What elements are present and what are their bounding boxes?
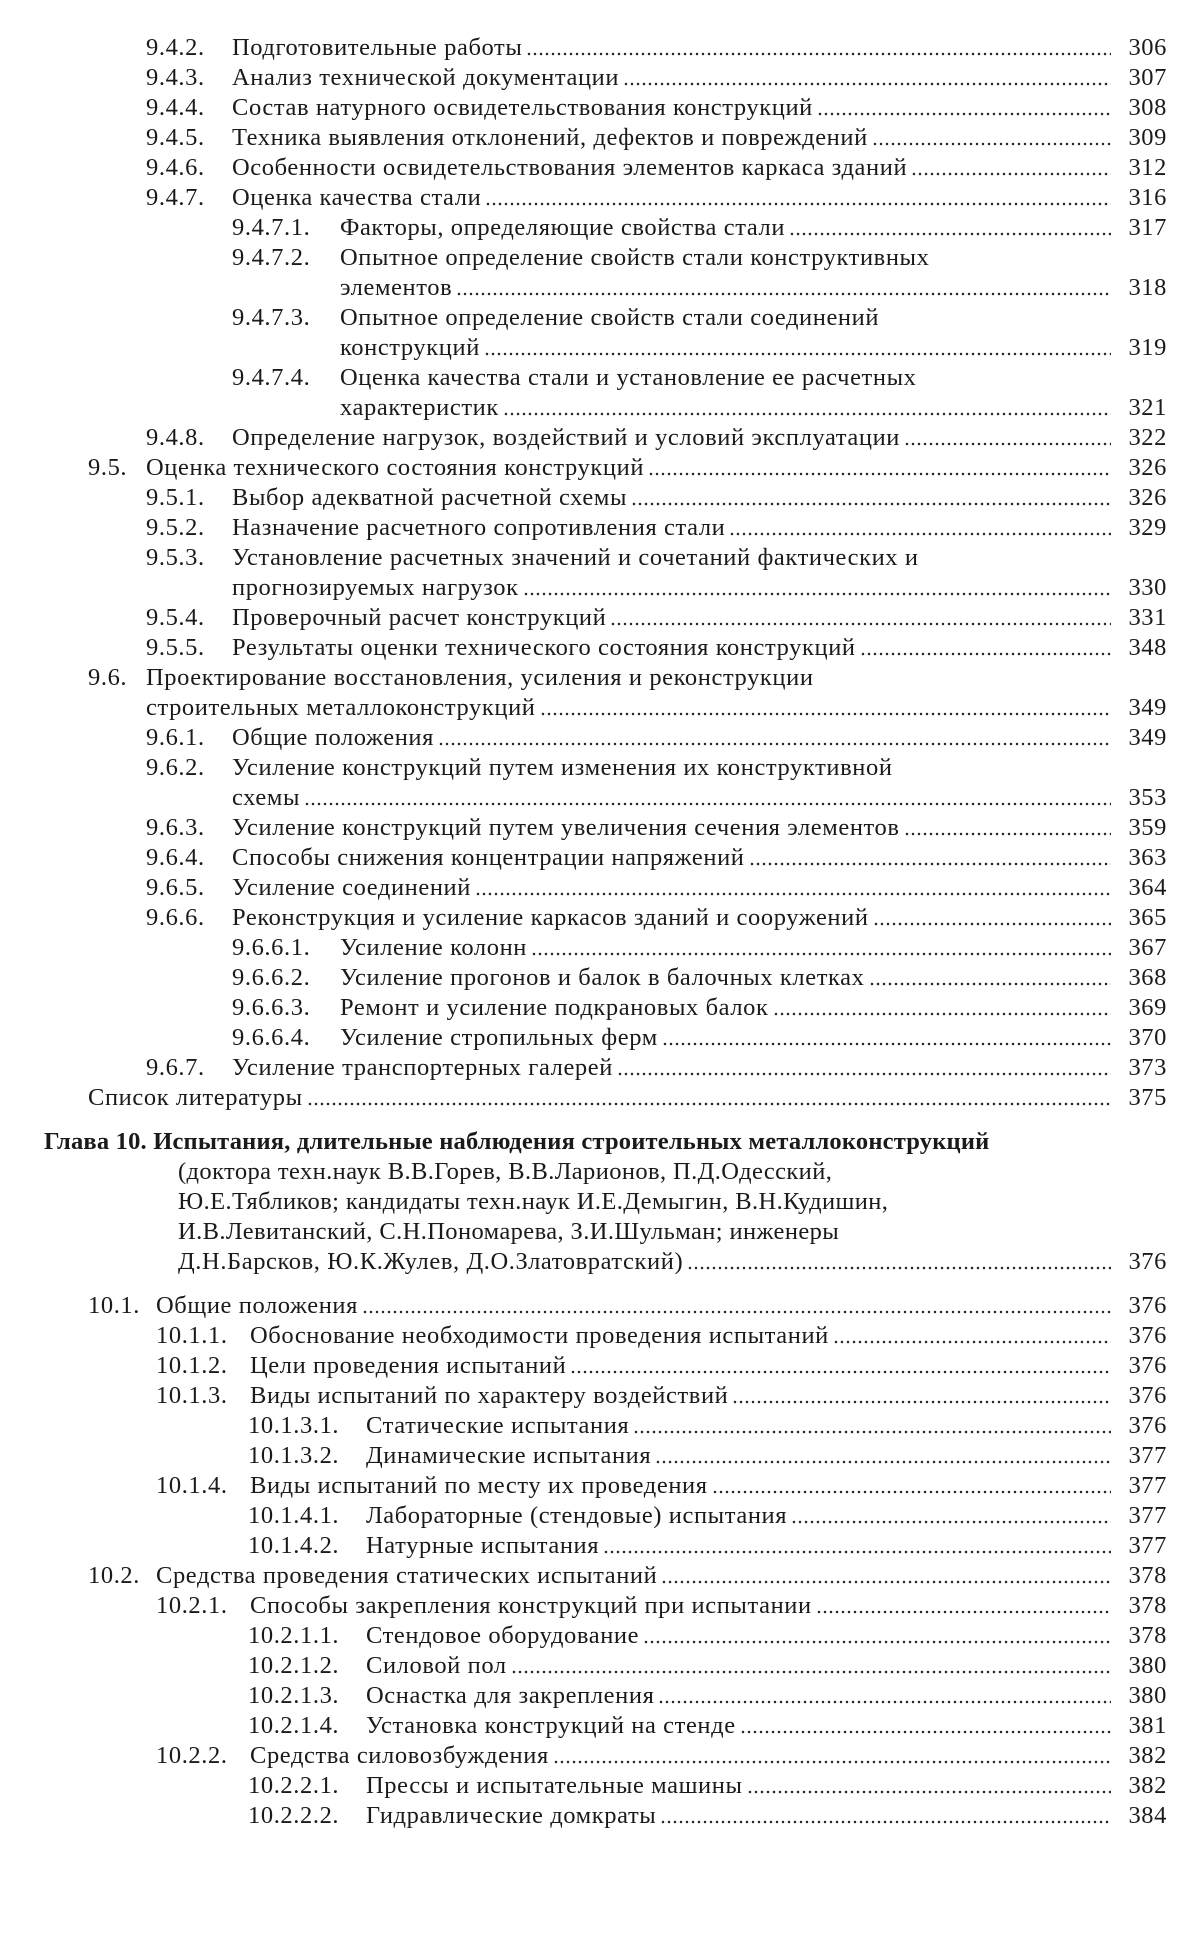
page-number: 319 — [1128, 334, 1167, 361]
chapter-10-heading — [44, 1127, 1167, 1157]
chapter-authors-line-4 — [178, 1247, 1167, 1277]
entry-number: 9.4.7.1. — [232, 214, 311, 241]
dot-leader — [904, 813, 1111, 843]
entry-title: Оценка качества стали и установление ее расчетных — [340, 364, 917, 391]
entry-number: 9.6.1. — [146, 724, 205, 751]
page-number: 331 — [1128, 604, 1167, 631]
toc-entry — [248, 1501, 1167, 1531]
entry-title: Усиление конструкций путем увеличения сечения элементов — [232, 814, 900, 841]
page-number: 316 — [1128, 184, 1167, 211]
toc-entry — [88, 1291, 1167, 1321]
dot-leader — [904, 423, 1111, 453]
toc-entry — [248, 1411, 1167, 1441]
dot-leader — [873, 903, 1111, 933]
entry-title: Средства проведения статических испытаний — [156, 1562, 658, 1589]
page-number: 353 — [1128, 784, 1167, 811]
entry-number: 9.5.5. — [146, 634, 205, 661]
entry-title: Усиление транспортерных галерей — [232, 1054, 613, 1081]
authors-text: Д.Н.Барсков, Ю.К.Жулев, Д.О.Златовратский) — [178, 1248, 684, 1275]
page-number: 349 — [1128, 724, 1167, 751]
entry-title: Назначение расчетного сопротивления стали — [232, 514, 726, 541]
page-number: 378 — [1128, 1562, 1167, 1589]
toc-entry — [232, 963, 1167, 993]
dot-leader — [817, 93, 1111, 123]
entry-number: 10.1.2. — [156, 1352, 228, 1379]
page-number: 377 — [1128, 1472, 1167, 1499]
page-number: 321 — [1128, 394, 1167, 421]
entry-title: Гидравлические домкраты — [366, 1802, 657, 1829]
toc-entry — [146, 903, 1167, 933]
entry-title: Оценка качества стали — [232, 184, 482, 211]
entry-number: 9.6.6. — [146, 904, 205, 931]
entry-title: Натурные испытания — [366, 1532, 600, 1559]
dot-leader — [531, 933, 1111, 963]
entry-number: 9.4.8. — [146, 424, 205, 451]
entry-title: Прессы и испытательные машины — [366, 1772, 743, 1799]
entry-number: 9.4.7. — [146, 184, 205, 211]
toc-entry — [146, 603, 1167, 633]
page-number: 377 — [1128, 1502, 1167, 1529]
entry-title-continuation: элементов — [340, 274, 453, 301]
toc-entry — [232, 243, 1167, 273]
entry-title: Способы снижения концентрации напряжений — [232, 844, 745, 871]
page-number: 376 — [1128, 1412, 1167, 1439]
toc-entry — [146, 63, 1167, 93]
entry-title: Проверочный расчет конструкций — [232, 604, 607, 631]
toc-entry — [248, 1531, 1167, 1561]
page-number: 373 — [1128, 1054, 1167, 1081]
entry-number: 10.1.4.1. — [248, 1502, 340, 1529]
toc-entry — [232, 213, 1167, 243]
entry-title: Факторы, определяющие свойства стали — [340, 214, 786, 241]
dot-leader — [749, 843, 1112, 873]
page-number: 382 — [1128, 1772, 1167, 1799]
entry-title-continuation: прогнозируемых нагрузок — [232, 574, 519, 601]
entry-number: 9.6.6.1. — [232, 934, 311, 961]
entry-title: Общие положения — [232, 724, 435, 751]
entry-number: 9.5.1. — [146, 484, 205, 511]
entry-title-continuation: характеристик — [340, 394, 499, 421]
toc-entry-continuation — [340, 273, 1167, 303]
dot-leader — [833, 1321, 1111, 1351]
toc-entry — [146, 153, 1167, 183]
dot-leader — [610, 603, 1111, 633]
dot-leader — [643, 1621, 1111, 1651]
dot-leader — [732, 1381, 1111, 1411]
page-number: 317 — [1128, 214, 1167, 241]
page-number: 375 — [1128, 1084, 1167, 1111]
dot-leader — [633, 1411, 1111, 1441]
entry-title: Виды испытаний по месту их проведения — [250, 1472, 708, 1499]
chapter-authors-line-1 — [178, 1157, 1167, 1187]
entry-number: 10.1.3.1. — [248, 1412, 340, 1439]
entry-number: 9.5. — [88, 454, 128, 481]
entry-number: 10.2. — [88, 1562, 140, 1589]
toc-entry — [146, 753, 1167, 783]
entry-title: Опытное определение свойств стали конструктивных — [340, 244, 930, 271]
page-number: 376 — [1128, 1322, 1167, 1349]
toc-entry — [232, 993, 1167, 1023]
entry-title: Ремонт и усиление подкрановых балок — [340, 994, 769, 1021]
toc-entry — [146, 513, 1167, 543]
entry-number: 10.2.1.1. — [248, 1622, 340, 1649]
entry-number: 9.6.7. — [146, 1054, 205, 1081]
dot-leader — [648, 453, 1111, 483]
dot-leader — [503, 393, 1111, 423]
page-number: 307 — [1128, 64, 1167, 91]
dot-leader — [911, 153, 1111, 183]
chapter-label: Глава 10. — [44, 1128, 147, 1155]
page-number: 329 — [1128, 514, 1167, 541]
entry-number: 10.2.1. — [156, 1592, 228, 1619]
page-number: 348 — [1128, 634, 1167, 661]
entry-title-continuation: схемы — [232, 784, 301, 811]
toc-entry — [248, 1441, 1167, 1471]
entry-number: 9.4.4. — [146, 94, 205, 121]
entry-title: Определение нагрузок, воздействий и условий эксплуатации — [232, 424, 901, 451]
entry-number: 10.1. — [88, 1292, 140, 1319]
entry-number: 9.6.5. — [146, 874, 205, 901]
toc-entry — [232, 933, 1167, 963]
entry-number: 9.6.3. — [146, 814, 205, 841]
dot-leader — [484, 333, 1111, 363]
page-number: 349 — [1128, 694, 1167, 721]
dot-leader — [687, 1247, 1111, 1277]
toc-entry — [146, 1053, 1167, 1083]
dot-leader — [712, 1471, 1111, 1501]
toc-entry — [248, 1711, 1167, 1741]
dot-leader — [307, 1083, 1111, 1113]
toc-entry — [156, 1741, 1167, 1771]
page-number: 378 — [1128, 1622, 1167, 1649]
page-number: 309 — [1128, 124, 1167, 151]
entry-title: Особенности освидетельствования элементов каркаса зданий — [232, 154, 908, 181]
page-number: 377 — [1128, 1442, 1167, 1469]
dot-leader — [658, 1681, 1111, 1711]
toc-entry — [88, 453, 1167, 483]
authors-text: Ю.Е.Тябликов; кандидаты техн.наук И.Е.Демыгин, В.Н.Кудишин, — [178, 1188, 889, 1215]
dot-leader — [655, 1441, 1111, 1471]
dot-leader — [661, 1561, 1111, 1591]
dot-leader — [362, 1291, 1111, 1321]
entry-number: 9.4.2. — [146, 34, 205, 61]
toc-entry — [156, 1471, 1167, 1501]
entry-title: Усиление стропильных ферм — [340, 1024, 658, 1051]
toc-entry-continuation — [232, 783, 1167, 813]
page-number: 306 — [1128, 34, 1167, 61]
toc-entry — [232, 1023, 1167, 1053]
dot-leader — [553, 1741, 1111, 1771]
chapter-authors-line-3 — [178, 1217, 1167, 1247]
dot-leader — [570, 1351, 1111, 1381]
entry-title: Анализ технической документации — [232, 64, 620, 91]
entry-number: 9.4.5. — [146, 124, 205, 151]
entry-number: 9.6.6.2. — [232, 964, 311, 991]
toc-entry — [146, 843, 1167, 873]
entry-number: 10.2.2.2. — [248, 1802, 340, 1829]
entry-title: Цели проведения испытаний — [250, 1352, 567, 1379]
toc-entry — [146, 813, 1167, 843]
page-number: 308 — [1128, 94, 1167, 121]
entry-number: 9.5.3. — [146, 544, 205, 571]
entry-title: Установление расчетных значений и сочетаний фактических и — [232, 544, 919, 571]
dot-leader — [511, 1651, 1111, 1681]
entry-number: 9.6.4. — [146, 844, 205, 871]
dot-leader — [740, 1711, 1111, 1741]
entry-title: Техника выявления отклонений, дефектов и повреждений — [232, 124, 868, 151]
toc-entry — [146, 123, 1167, 153]
toc-entry-continuation — [146, 693, 1167, 723]
page-number: 380 — [1128, 1652, 1167, 1679]
dot-leader — [660, 1801, 1111, 1831]
page-number: 312 — [1128, 154, 1167, 181]
entry-title: Результаты оценки технического состояния конструкций — [232, 634, 856, 661]
toc-entry — [146, 723, 1167, 753]
toc-entry-continuation — [232, 573, 1167, 603]
page-number: 380 — [1128, 1682, 1167, 1709]
chapter-authors-line-2 — [178, 1187, 1167, 1217]
page-number: 359 — [1128, 814, 1167, 841]
entry-title: Состав натурного освидетельствования конструкций — [232, 94, 813, 121]
entry-title: Оснастка для закрепления — [366, 1682, 655, 1709]
page-number: 384 — [1128, 1802, 1167, 1829]
toc-entry — [146, 543, 1167, 573]
entry-title: Силовой пол — [366, 1652, 507, 1679]
page-number: 376 — [1128, 1352, 1167, 1379]
dot-leader — [789, 213, 1111, 243]
entry-number: 10.1.3. — [156, 1382, 228, 1409]
authors-text: И.В.Левитанский, С.Н.Пономарева, З.И.Шульман; инженеры — [178, 1218, 840, 1245]
toc-entry — [232, 363, 1167, 393]
dot-leader — [869, 963, 1112, 993]
page-number: 367 — [1128, 934, 1167, 961]
chapter-title: Испытания, длительные наблюдения строительных металлоконструкций — [153, 1128, 990, 1155]
page-number: 368 — [1128, 964, 1167, 991]
toc-entry — [156, 1351, 1167, 1381]
entry-title: Усиление колонн — [340, 934, 527, 961]
page-number: 363 — [1128, 844, 1167, 871]
entry-title: Установка конструкций на стенде — [366, 1712, 736, 1739]
toc-entry — [248, 1801, 1167, 1831]
entry-number: 9.4.7.4. — [232, 364, 311, 391]
page-number: 381 — [1128, 1712, 1167, 1739]
page-number: 378 — [1128, 1592, 1167, 1619]
entry-number: 10.1.4.2. — [248, 1532, 340, 1559]
entry-title-continuation: конструкций — [340, 334, 480, 361]
page-number: 376 — [1128, 1292, 1167, 1319]
toc-entry — [146, 873, 1167, 903]
dot-leader — [662, 1023, 1111, 1053]
entry-title: Усиление соединений — [232, 874, 471, 901]
page-number: 322 — [1128, 424, 1167, 451]
toc-entry — [248, 1651, 1167, 1681]
toc-entry — [156, 1381, 1167, 1411]
page-number: 376 — [1128, 1248, 1167, 1275]
entry-title: Динамические испытания — [366, 1442, 652, 1469]
entry-title: Список литературы — [88, 1084, 303, 1111]
entry-title: Виды испытаний по характеру воздействий — [250, 1382, 729, 1409]
toc-entry — [156, 1321, 1167, 1351]
toc-entry-continuation — [340, 393, 1167, 423]
entry-title: Лабораторные (стендовые) испытания — [366, 1502, 788, 1529]
toc-entry — [146, 183, 1167, 213]
dot-leader — [631, 483, 1111, 513]
dot-leader — [523, 573, 1111, 603]
entry-title: Реконструкция и усиление каркасов зданий и сооружений — [232, 904, 869, 931]
toc-entry — [146, 423, 1167, 453]
toc-entry — [88, 1561, 1167, 1591]
entry-number: 9.4.3. — [146, 64, 205, 91]
entry-title: Средства силовозбуждения — [250, 1742, 549, 1769]
page-number: 370 — [1128, 1024, 1167, 1051]
dot-leader — [623, 63, 1111, 93]
page-number: 330 — [1128, 574, 1167, 601]
dot-leader — [747, 1771, 1111, 1801]
dot-leader — [773, 993, 1111, 1023]
entry-number: 9.6. — [88, 664, 128, 691]
dot-leader — [729, 513, 1111, 543]
page-number: 318 — [1128, 274, 1167, 301]
entry-number: 9.6.6.3. — [232, 994, 311, 1021]
entry-title: Опытное определение свойств стали соединений — [340, 304, 880, 331]
entry-title: Проектирование восстановления, усиления и реконструкции — [146, 664, 814, 691]
toc-entry — [146, 633, 1167, 663]
toc-entry — [88, 663, 1167, 693]
dot-leader — [475, 873, 1111, 903]
dot-leader — [603, 1531, 1111, 1561]
dot-leader — [791, 1501, 1111, 1531]
entry-number: 10.1.4. — [156, 1472, 228, 1499]
dot-leader — [617, 1053, 1111, 1083]
toc-entry — [232, 303, 1167, 333]
dot-leader — [304, 783, 1111, 813]
toc-entry — [146, 33, 1167, 63]
entry-number: 10.2.2.1. — [248, 1772, 340, 1799]
entry-number: 9.5.2. — [146, 514, 205, 541]
dot-leader — [485, 183, 1111, 213]
entry-number: 10.2.1.2. — [248, 1652, 340, 1679]
entry-title: Общие положения — [156, 1292, 359, 1319]
entry-number: 9.4.6. — [146, 154, 205, 181]
page-number: 376 — [1128, 1382, 1167, 1409]
page-number: 377 — [1128, 1532, 1167, 1559]
entry-title: Стендовое оборудование — [366, 1622, 640, 1649]
entry-number: 9.4.7.2. — [232, 244, 311, 271]
authors-text: (доктора техн.наук В.В.Горев, В.В.Ларионов, П.Д.Одесский, — [178, 1158, 833, 1185]
entry-number: 10.2.2. — [156, 1742, 228, 1769]
page-number: 364 — [1128, 874, 1167, 901]
toc-entry — [146, 483, 1167, 513]
entry-title: Оценка технического состояния конструкций — [146, 454, 645, 481]
entry-number: 9.5.4. — [146, 604, 205, 631]
dot-leader — [816, 1591, 1111, 1621]
entry-title: Выбор адекватной расчетной схемы — [232, 484, 628, 511]
page-number: 365 — [1128, 904, 1167, 931]
toc-entry — [248, 1771, 1167, 1801]
toc-entry — [156, 1591, 1167, 1621]
toc-entry — [88, 1083, 1167, 1113]
entry-number: 10.1.1. — [156, 1322, 228, 1349]
dot-leader — [526, 33, 1111, 63]
toc-entry — [248, 1681, 1167, 1711]
entry-number: 10.2.1.3. — [248, 1682, 340, 1709]
entry-number: 10.1.3.2. — [248, 1442, 340, 1469]
dot-leader — [872, 123, 1111, 153]
entry-number: 9.6.2. — [146, 754, 205, 781]
page-number: 382 — [1128, 1742, 1167, 1769]
entry-number: 9.4.7.3. — [232, 304, 311, 331]
page-number: 326 — [1128, 484, 1167, 511]
entry-title-continuation: строительных металлоконструкций — [146, 694, 536, 721]
dot-leader — [860, 633, 1111, 663]
dot-leader — [456, 273, 1111, 303]
entry-title: Способы закрепления конструкций при испытании — [250, 1592, 812, 1619]
entry-number: 9.6.6.4. — [232, 1024, 311, 1051]
toc-entry — [146, 93, 1167, 123]
entry-title: Усиление прогонов и балок в балочных клетках — [340, 964, 865, 991]
entry-title: Обоснование необходимости проведения испытаний — [250, 1322, 829, 1349]
entry-title: Подготовительные работы — [232, 34, 523, 61]
entry-number: 10.2.1.4. — [248, 1712, 340, 1739]
toc-entry-continuation — [340, 333, 1167, 363]
page-number: 326 — [1128, 454, 1167, 481]
entry-title: Статические испытания — [366, 1412, 630, 1439]
page-number: 369 — [1128, 994, 1167, 1021]
toc-entry — [248, 1621, 1167, 1651]
entry-title: Усиление конструкций путем изменения их конструктивной — [232, 754, 893, 781]
dot-leader — [438, 723, 1111, 753]
dot-leader — [540, 693, 1111, 723]
